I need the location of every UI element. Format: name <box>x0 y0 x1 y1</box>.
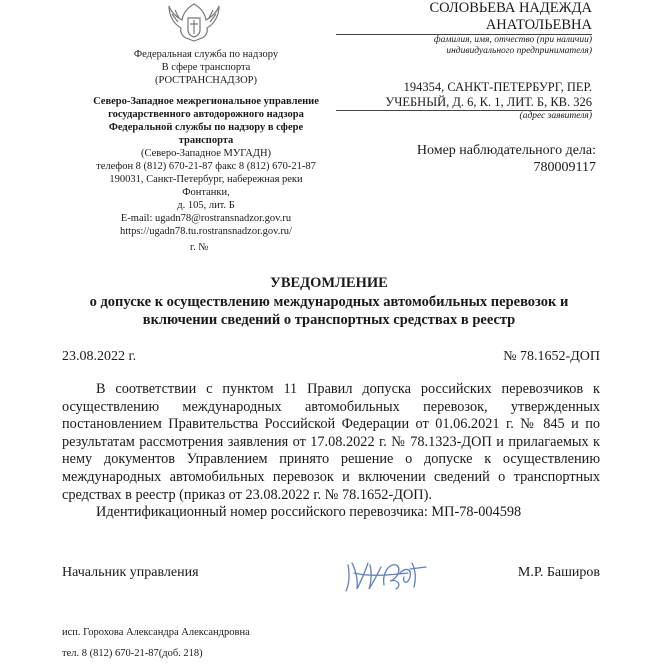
case-number-value: 780009117 <box>533 160 596 175</box>
recipient-name-caption-line2: индивидуального предпринимателя) <box>446 46 592 56</box>
carrier-id-line: Идентификационный номер российского перевозчика: МП-78-004598 <box>96 504 522 521</box>
department-abbreviation: (Северо-Западное МУГАДН) <box>140 148 272 159</box>
agency-name-line1: Федеральная служба по надзору <box>133 49 279 60</box>
recipient-name-caption-line1: фамилия, имя, отчество (при наличии) <box>433 35 592 45</box>
document-subtitle-line1: о допуске к осуществлению международных автомобильных перевозок и <box>89 294 569 310</box>
eagle-emblem-icon <box>165 0 223 42</box>
registration-number-label: г. № <box>190 242 209 253</box>
signatory-position: Начальник управления <box>62 565 199 580</box>
recipient-block <box>336 0 592 57</box>
document-subtitle-line2: включении сведений о транспортных средствах в реестр <box>142 312 516 328</box>
recipient-address-line2: УЧЕБНЫЙ, Д. 6, К. 1, ЛИТ. Б, КВ. 326 <box>336 95 592 111</box>
department-name-line4: транспорта <box>178 135 234 146</box>
sender-block <box>92 48 320 238</box>
handwritten-signature <box>340 555 430 595</box>
case-number-block <box>380 142 596 176</box>
agency-abbreviation: (РОСТРАНСНАДЗОР) <box>154 75 258 86</box>
recipient-name-line1: СОЛОВЬЕВА НАДЕЖДА <box>429 0 592 16</box>
department-name-line3: Федеральной службы по надзору в сфере <box>108 122 304 133</box>
recipient-address-line1: 194354, САНКТ-ПЕТЕРБУРГ, ПЕР. <box>403 80 592 94</box>
recipient-name-line2: АНАТОЛЬЕВНА <box>336 17 592 35</box>
case-number-label: Номер наблюдательного дела: <box>416 143 596 158</box>
executor-name: исп. Горохова Александра Александровна <box>62 627 250 638</box>
executor-phone: тел. 8 (812) 670-21-87(доб. 218) <box>62 648 203 659</box>
executor-footer <box>62 622 250 664</box>
recipient-address-block <box>336 80 592 122</box>
document-title-block <box>40 274 618 329</box>
body-paragraph: В соответствии с пунктом 11 Правил допуска российских перевозчиков к осуществлению международных автомобильных перевозок, утвержденных постановлением Правительства Российской Федерации от 01.06.2021 г. № 845 и по результатам рассмотрения заявления от 17.08.2022 г. № 78.1323-ДОП и прилагаемых к нему документов Управлением принято решение о допуске к осуществлению международных автомобильных перевозок и включении сведений о транспортных средствах в реестр (приказ от 23.08.2022 г. № 78.1652-ДОП). <box>62 381 600 503</box>
sender-phone: телефон 8 (812) 670-21-87 факс 8 (812) 670-21-87 <box>96 161 316 172</box>
sender-website: https://ugadn78.tu.rostransnadzor.gov.ru/ <box>120 226 292 237</box>
document-date: 23.08.2022 г. <box>62 349 137 364</box>
agency-name-line2: В сфере транспорта <box>161 62 251 73</box>
department-name-line2: государственного автодорожного надзора <box>108 109 304 120</box>
signatory-name: М.Р. Баширов <box>517 565 600 580</box>
sender-address-line1: 190031, Санкт-Петербург, набережная реки Фонтанки, <box>109 174 303 198</box>
recipient-address-caption: (адрес заявителя) <box>519 111 592 121</box>
sender-address-line2: д. 105, лит. Б <box>177 200 235 211</box>
sender-email: E-mail: ugadn78@rostransnadzor.gov.ru <box>120 213 292 224</box>
document-title: УВЕДОМЛЕНИЕ <box>270 275 388 291</box>
document-number: № 78.1652-ДОП <box>503 349 600 364</box>
document-body <box>62 381 600 522</box>
department-name-line1: Северо-Западное межрегиональное управление <box>93 96 319 107</box>
